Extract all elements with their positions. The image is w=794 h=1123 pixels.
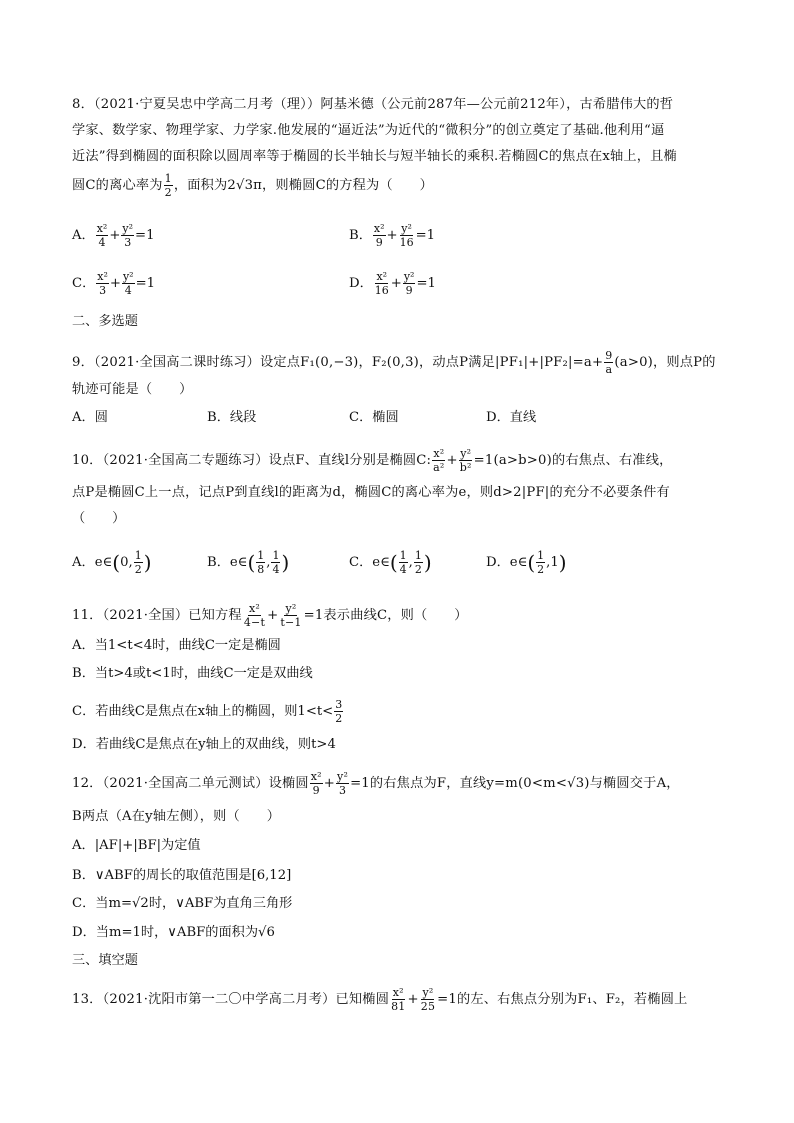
q9-option-d[interactable]: D．直线 bbox=[486, 410, 537, 425]
q8-option-b[interactable]: B． $\frac{\text{x²}}{9}$ + $\frac{\text{y²}}{16}$ =1 bbox=[349, 222, 436, 249]
q8-line1: 8．（2021·宁夏吴忠中学高二月考（理））阿基米德（公元前287年—公元前212年），古希腊伟大的哲 bbox=[72, 97, 674, 112]
q10-line1: 10．（2021·全国高二专题练习）设点F、直线l分别是椭圆C: $\frac{\text{x²}}{\text{a²}}$ + $\frac{\text{y²}}{\text{b²}}$ =1(a>b>0)的右焦点、右准线， bbox=[72, 447, 673, 474]
q8-option-d[interactable]: D． $\frac{\text{x²}}{16}$ + $\frac{\text{y²}}{9}$ =1 bbox=[349, 270, 436, 297]
q11-option-b[interactable]: B．当t>4或t<1时，曲线C一定是双曲线 bbox=[72, 666, 313, 681]
q8-option-c[interactable]: C． $\frac{\text{x²}}{3}$ + $\frac{\text{y²}}{4}$ =1 bbox=[72, 270, 156, 297]
q8-line2: 学家、数学家、物理学家、力学家.他发展的“逼近法”为近代的“微积分”的创立奠定了基础.他利用“逼 bbox=[72, 123, 665, 138]
q10-option-a[interactable]: A．e∈(0, $\frac{1}{2}$ ) bbox=[72, 549, 152, 576]
q12-option-b[interactable]: B．∨ABF的周长的取值范围是[6,12] bbox=[72, 868, 292, 883]
fraction: $\frac{1}{2}$ bbox=[164, 172, 172, 199]
q8-option-a[interactable]: A． $\frac{\text{x²}}{4}$ + $\frac{\text{y²}}{3}$ =1 bbox=[72, 222, 155, 249]
q10-option-c[interactable]: C．e∈( $\frac{1}{4}$ , $\frac{1}{2}$ ) bbox=[349, 549, 432, 576]
q10-option-b[interactable]: B．e∈( $\frac{1}{8}$ , $\frac{1}{4}$ ) bbox=[207, 549, 290, 576]
q11-option-c[interactable]: C．若曲线C是焦点在x轴上的椭圆，则1<t< $\frac{3}{2}$ bbox=[72, 698, 343, 725]
q9-option-b[interactable]: B．线段 bbox=[207, 410, 257, 425]
q10-option-d[interactable]: D．e∈( $\frac{1}{2}$ ,1) bbox=[486, 549, 567, 576]
q13-line1: 13．（2021·沈阳市第一二〇中学高二月考）已知椭圆 $\frac{\text{x²}}{81}$ + $\frac{\text{y²}}{25}$ =1的左、右焦点分别为F₁、F₂，若椭圆上 bbox=[72, 986, 688, 1013]
q9-option-a[interactable]: A．圆 bbox=[72, 410, 108, 425]
q10-line2: 点P是椭圆C上一点，记点P到直线l的距离为d，椭圆C的离心率为e，则d>2|PF|的充分不必要条件有 bbox=[72, 485, 670, 500]
q12-option-a[interactable]: A．|AF|+|BF|为定值 bbox=[72, 838, 201, 853]
q8-line3: 近法”得到椭圆的面积除以圆周率等于椭圆的长半轴长与短半轴长的乘积.若椭圆C的焦点在x轴上，且椭 bbox=[72, 149, 677, 164]
q12-option-c[interactable]: C．当m=√2时，∨ABF为直角三角形 bbox=[72, 896, 293, 911]
q9-line1: 9．（2021·全国高二课时练习）设定点F₁(0,−3)，F₂(0,3)，动点P满足|PF₁|+|PF₂|=a+ $\frac{9}{a}$ (a>0)，则点P的 bbox=[72, 349, 716, 376]
q11-line1: 11．（2021·全国）已知方程 $\frac{\text{x²}}{4-t}$ + $\frac{\text{y²}}{t-1}$ =1表示曲线C，则（ ） bbox=[72, 602, 468, 629]
q10-line3: （ ） bbox=[72, 511, 126, 526]
q11-option-a[interactable]: A．当1<t<4时，曲线C一定是椭圆 bbox=[72, 638, 281, 653]
q9-option-c[interactable]: C．椭圆 bbox=[349, 410, 399, 425]
q8-line4-start: 圆C的离心率为 bbox=[72, 178, 163, 193]
q12-line1: 12．（2021·全国高二单元测试）设椭圆 $\frac{\text{x²}}{9}$ + $\frac{\text{y²}}{3}$ =1的右焦点为F，直线y=m(0<m<√3)与椭圆交于A， bbox=[72, 770, 680, 797]
q12-line2: B两点（A在y轴左侧），则（ ） bbox=[72, 809, 281, 824]
q8-line4-end: ，面积为2√3π，则椭圆C的方程为（ ） bbox=[173, 178, 433, 193]
q12-option-d[interactable]: D．当m=1时，∨ABF的面积为√6 bbox=[72, 925, 275, 940]
q11-option-d[interactable]: D．若曲线C是焦点在y轴上的双曲线，则t>4 bbox=[72, 737, 336, 752]
section-heading-multi-choice: 二、多选题 bbox=[72, 314, 138, 329]
q8-line4 bbox=[72, 173, 433, 198]
section-heading-fill-blank: 三、填空题 bbox=[72, 953, 138, 968]
q9-line2: 轨迹可能是（ ） bbox=[72, 382, 193, 397]
